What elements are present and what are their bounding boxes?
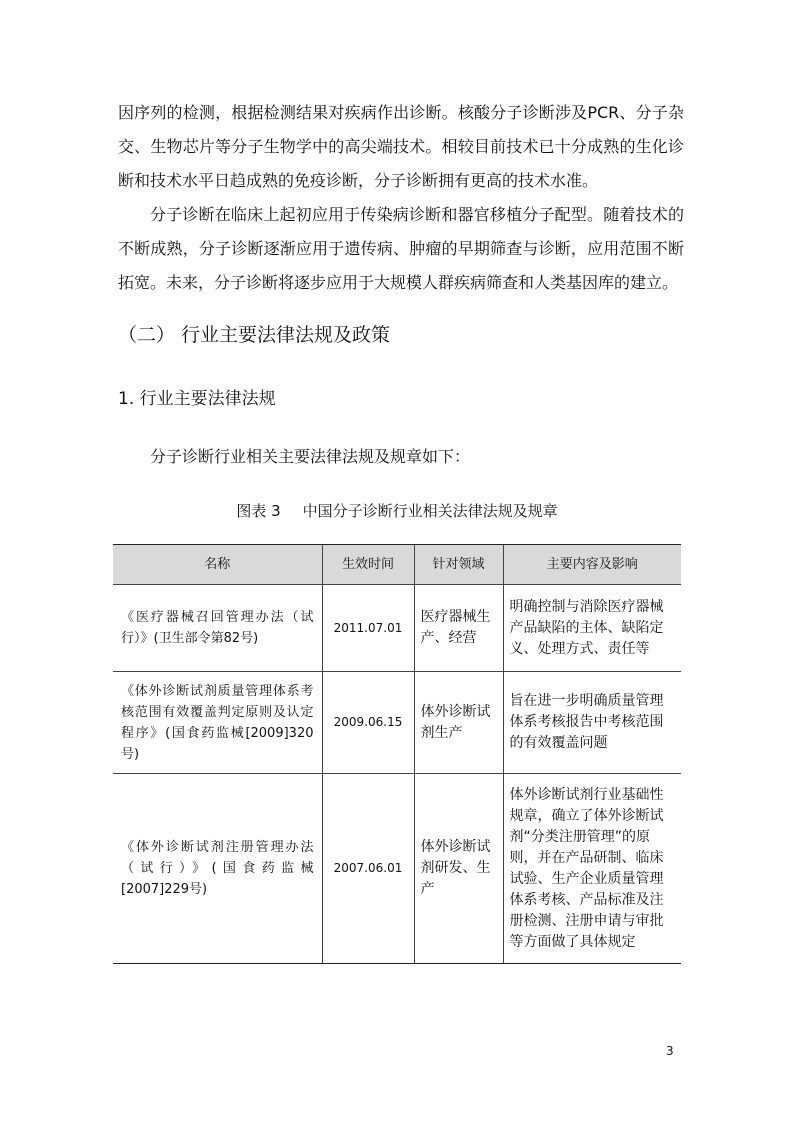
- regulation-name-cell: 《体外诊断试剂质量管理体系考核范围有效覆盖判定原则及认定程序》(国食药监械[2009]320号): [113, 672, 322, 774]
- paragraph-block-1: [118, 96, 684, 198]
- domain-cell: 医疗器械生产、经营: [414, 585, 503, 672]
- effective-date-cell: 2009.06.15: [322, 672, 414, 774]
- body-paragraph: 因序列的检测，根据检测结果对疾病作出诊断。核酸分子诊断涉及PCR、分子杂交、生物芯片等分子生物学中的高尖端技术。相较目前技术已十分成熟的生化诊断和技术水平日趋成熟的免疫诊断，分子诊断拥有更高的技术水准。: [118, 103, 684, 190]
- effective-date-cell: 2011.07.01: [322, 585, 414, 672]
- intro-paragraph: 分子诊断行业相关主要法律法规及规章如下：: [150, 447, 471, 466]
- content-cell: 明确控制与消除医疗器械产品缺陷的主体、缺陷定义、处理方式、责任等: [503, 585, 681, 672]
- intro-paragraph-block: [118, 440, 684, 474]
- paragraph-block-2: [118, 198, 684, 300]
- column-header: 名称: [113, 545, 322, 585]
- regulation-name-cell: 《医疗器械召回管理办法（试行）》(卫生部令第82号): [113, 585, 322, 672]
- table-caption: [0, 500, 794, 521]
- caption-label: 图表 3: [236, 502, 281, 520]
- table-header-row: [113, 545, 681, 585]
- domain-cell: 体外诊断试剂生产: [414, 672, 503, 774]
- regulations-table: [113, 544, 681, 964]
- column-header: 针对领域: [414, 545, 503, 585]
- body-paragraph: 分子诊断在临床上起初应用于传染病诊断和器官移植分子配型。随着技术的不断成熟，分子诊断逐渐应用于遗传病、肿瘤的早期筛查与诊断，应用范围不断拓宽。未来，分子诊断将逐步应用于大规模人群疾病筛查和人类基因库的建立。: [118, 205, 684, 292]
- content-cell: 体外诊断试剂行业基础性规章，确立了体外诊断试剂“分类注册管理”的原则，并在产品研制、临床试验、生产企业质量管理体系考核、产品标准及注册检测、注册申请与审批等方面做了具体规定: [503, 774, 681, 964]
- column-header: 主要内容及影响: [503, 545, 681, 585]
- effective-date-cell: 2007.06.01: [322, 774, 414, 964]
- table-row: [113, 774, 681, 964]
- content-cell: 旨在进一步明确质量管理体系考核报告中考核范围的有效覆盖问题: [503, 672, 681, 774]
- caption-title: 中国分子诊断行业相关法律法规及规章: [302, 502, 558, 520]
- domain-cell: 体外诊断试剂研发、生产: [414, 774, 503, 964]
- column-header: 生效时间: [322, 545, 414, 585]
- regulation-name-cell: 《体外诊断试剂注册管理办法（试行）》(国食药监械[2007]229号): [113, 774, 322, 964]
- table-row: [113, 672, 681, 774]
- subsection-heading: 1. 行业主要法律法规: [118, 389, 276, 409]
- table-row: [113, 585, 681, 672]
- section-heading: （二） 行业主要法律法规及政策: [118, 324, 391, 346]
- page-number: 3: [666, 1044, 674, 1058]
